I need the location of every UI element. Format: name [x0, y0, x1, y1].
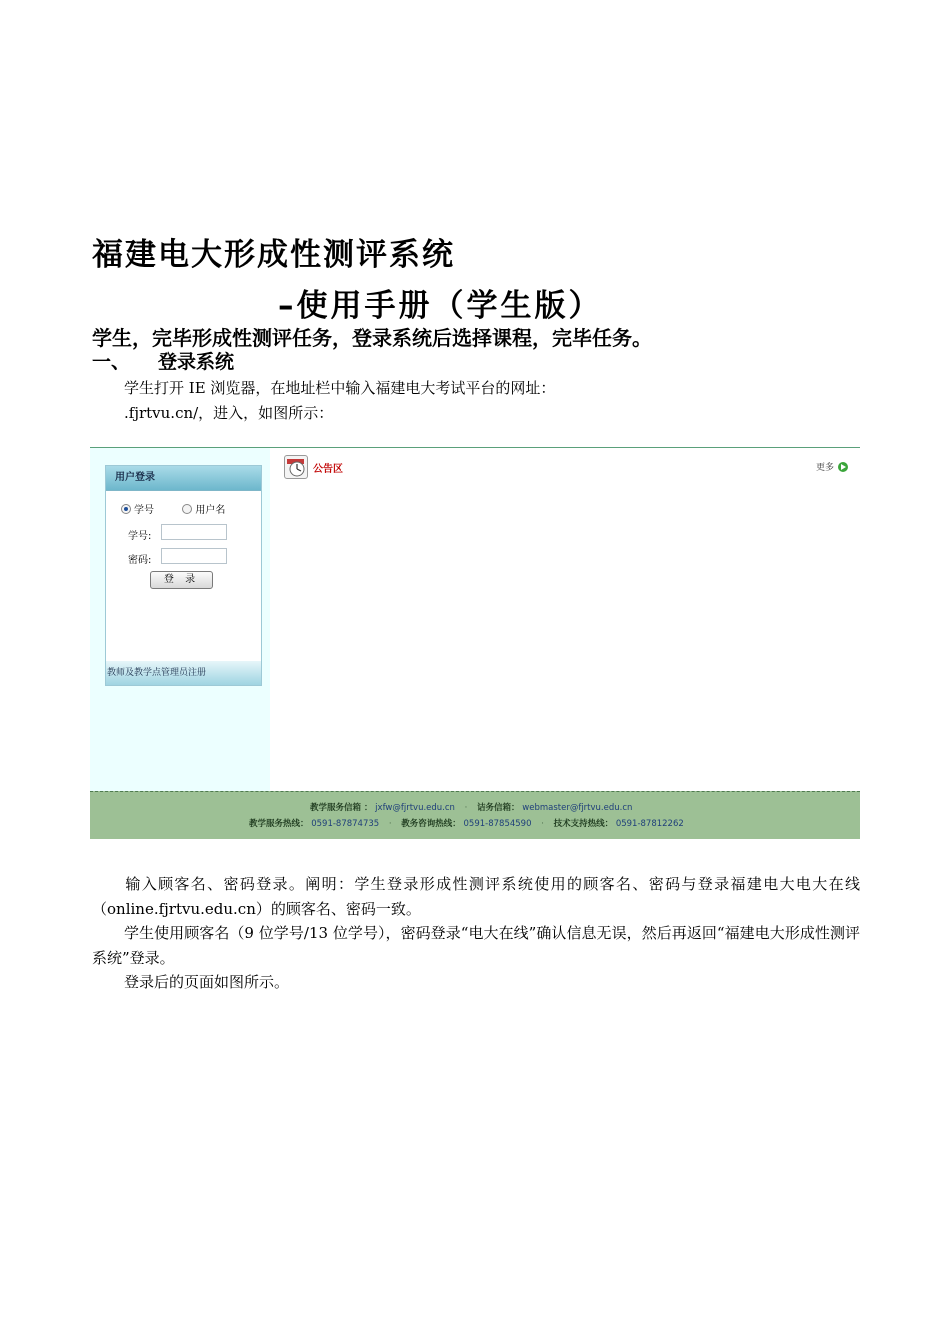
paragraph-line: .fjrtvu.cn/，进入，如图所示：: [124, 404, 334, 422]
tech-hotline-label: 技术支持热线：: [553, 819, 614, 829]
site-footer: [90, 791, 860, 839]
student-id-label: 学号:: [128, 531, 152, 542]
footer-email-line: 教学服务信箱 ： jxfw@fjrtvu.edu.cn · 诘务信箱： webmaster@fjrtvu.edu.cn: [310, 803, 633, 813]
student-id-input[interactable]: [161, 524, 227, 540]
paragraph-text: 登录后的页面如图所示。: [124, 973, 290, 991]
paragraph-text: 学生使用顾客名（9 位学号/13 位学号），密码登录“电大在线”确认信息无误，然后再返回“福建电大形成性测评系统”登录。: [92, 924, 860, 967]
service-email-link[interactable]: jxfw@fjrtvu.edu.cn: [375, 803, 455, 813]
radio-student-id[interactable]: [121, 504, 131, 514]
consult-hotline-value: 0591-87854590: [463, 819, 532, 829]
login-type-options: [121, 501, 225, 516]
service-email-label: 教学服务信箱 ：: [310, 803, 373, 813]
password-input[interactable]: [161, 548, 227, 564]
service-hotline-value: 0591-87874735: [311, 819, 380, 829]
register-link-label: 教师及教学点管理员注册: [107, 668, 207, 678]
notice-title: 公告区: [313, 464, 343, 475]
complaint-email-link[interactable]: webmaster@fjrtvu.edu.cn: [522, 803, 633, 813]
login-panel-header: 用户登录: [106, 466, 261, 491]
paragraph: [92, 970, 860, 995]
intro-text: 学生，完毕形成性测评任务，登录系统后选择课程，完毕任务。: [92, 326, 652, 350]
more-label: 更多: [816, 463, 835, 473]
login-page-screenshot: [90, 447, 860, 838]
paragraph: [92, 872, 860, 922]
section-heading: [92, 347, 234, 374]
login-button[interactable]: 登 录: [150, 571, 213, 589]
calendar-clock-icon: [284, 455, 308, 479]
radio-student-id-label: 学号: [134, 505, 154, 516]
register-link[interactable]: [106, 661, 261, 685]
password-label: 密码:: [128, 555, 152, 566]
paragraph: [92, 921, 860, 971]
document-title: 福建电大形成性测评系统: [92, 237, 455, 273]
section-title: 登录系统: [158, 351, 235, 373]
more-link[interactable]: [816, 460, 848, 473]
paragraph-line: 学生打开 IE 浏览器，在地址栏中输入福建电大考试平台的网址：: [124, 379, 556, 397]
complaint-email-label: 诘务信箱：: [477, 803, 520, 813]
paragraph-text: 输入顾客名、密码登录。阐明：学生登录形成性测评系统使用的顾客名、密码与登录福建电大电大在线（online.fjrtvu.edu.cn）的顾客名、密码一致。: [92, 875, 860, 918]
service-hotline-label: 教学服务热线：: [249, 819, 309, 829]
password-row: [128, 551, 151, 566]
radio-username[interactable]: [182, 504, 192, 514]
tech-hotline-value: 0591-87812262: [615, 819, 684, 829]
footer-hotline-line: 教学服务热线： 0591-87874735 · 教务咨询热线： 0591-87854590 · 技术支持热线： 0591-87812262: [249, 819, 684, 829]
student-id-row: [128, 527, 151, 542]
document-subtitle: –使用手册（学生版）: [278, 288, 603, 324]
section-number: 一、: [92, 351, 131, 373]
consult-hotline-label: 教务咨询热线：: [401, 819, 461, 829]
login-panel: [105, 465, 262, 686]
radio-username-label: 用户名: [195, 505, 226, 516]
arrow-right-icon: [838, 462, 848, 472]
